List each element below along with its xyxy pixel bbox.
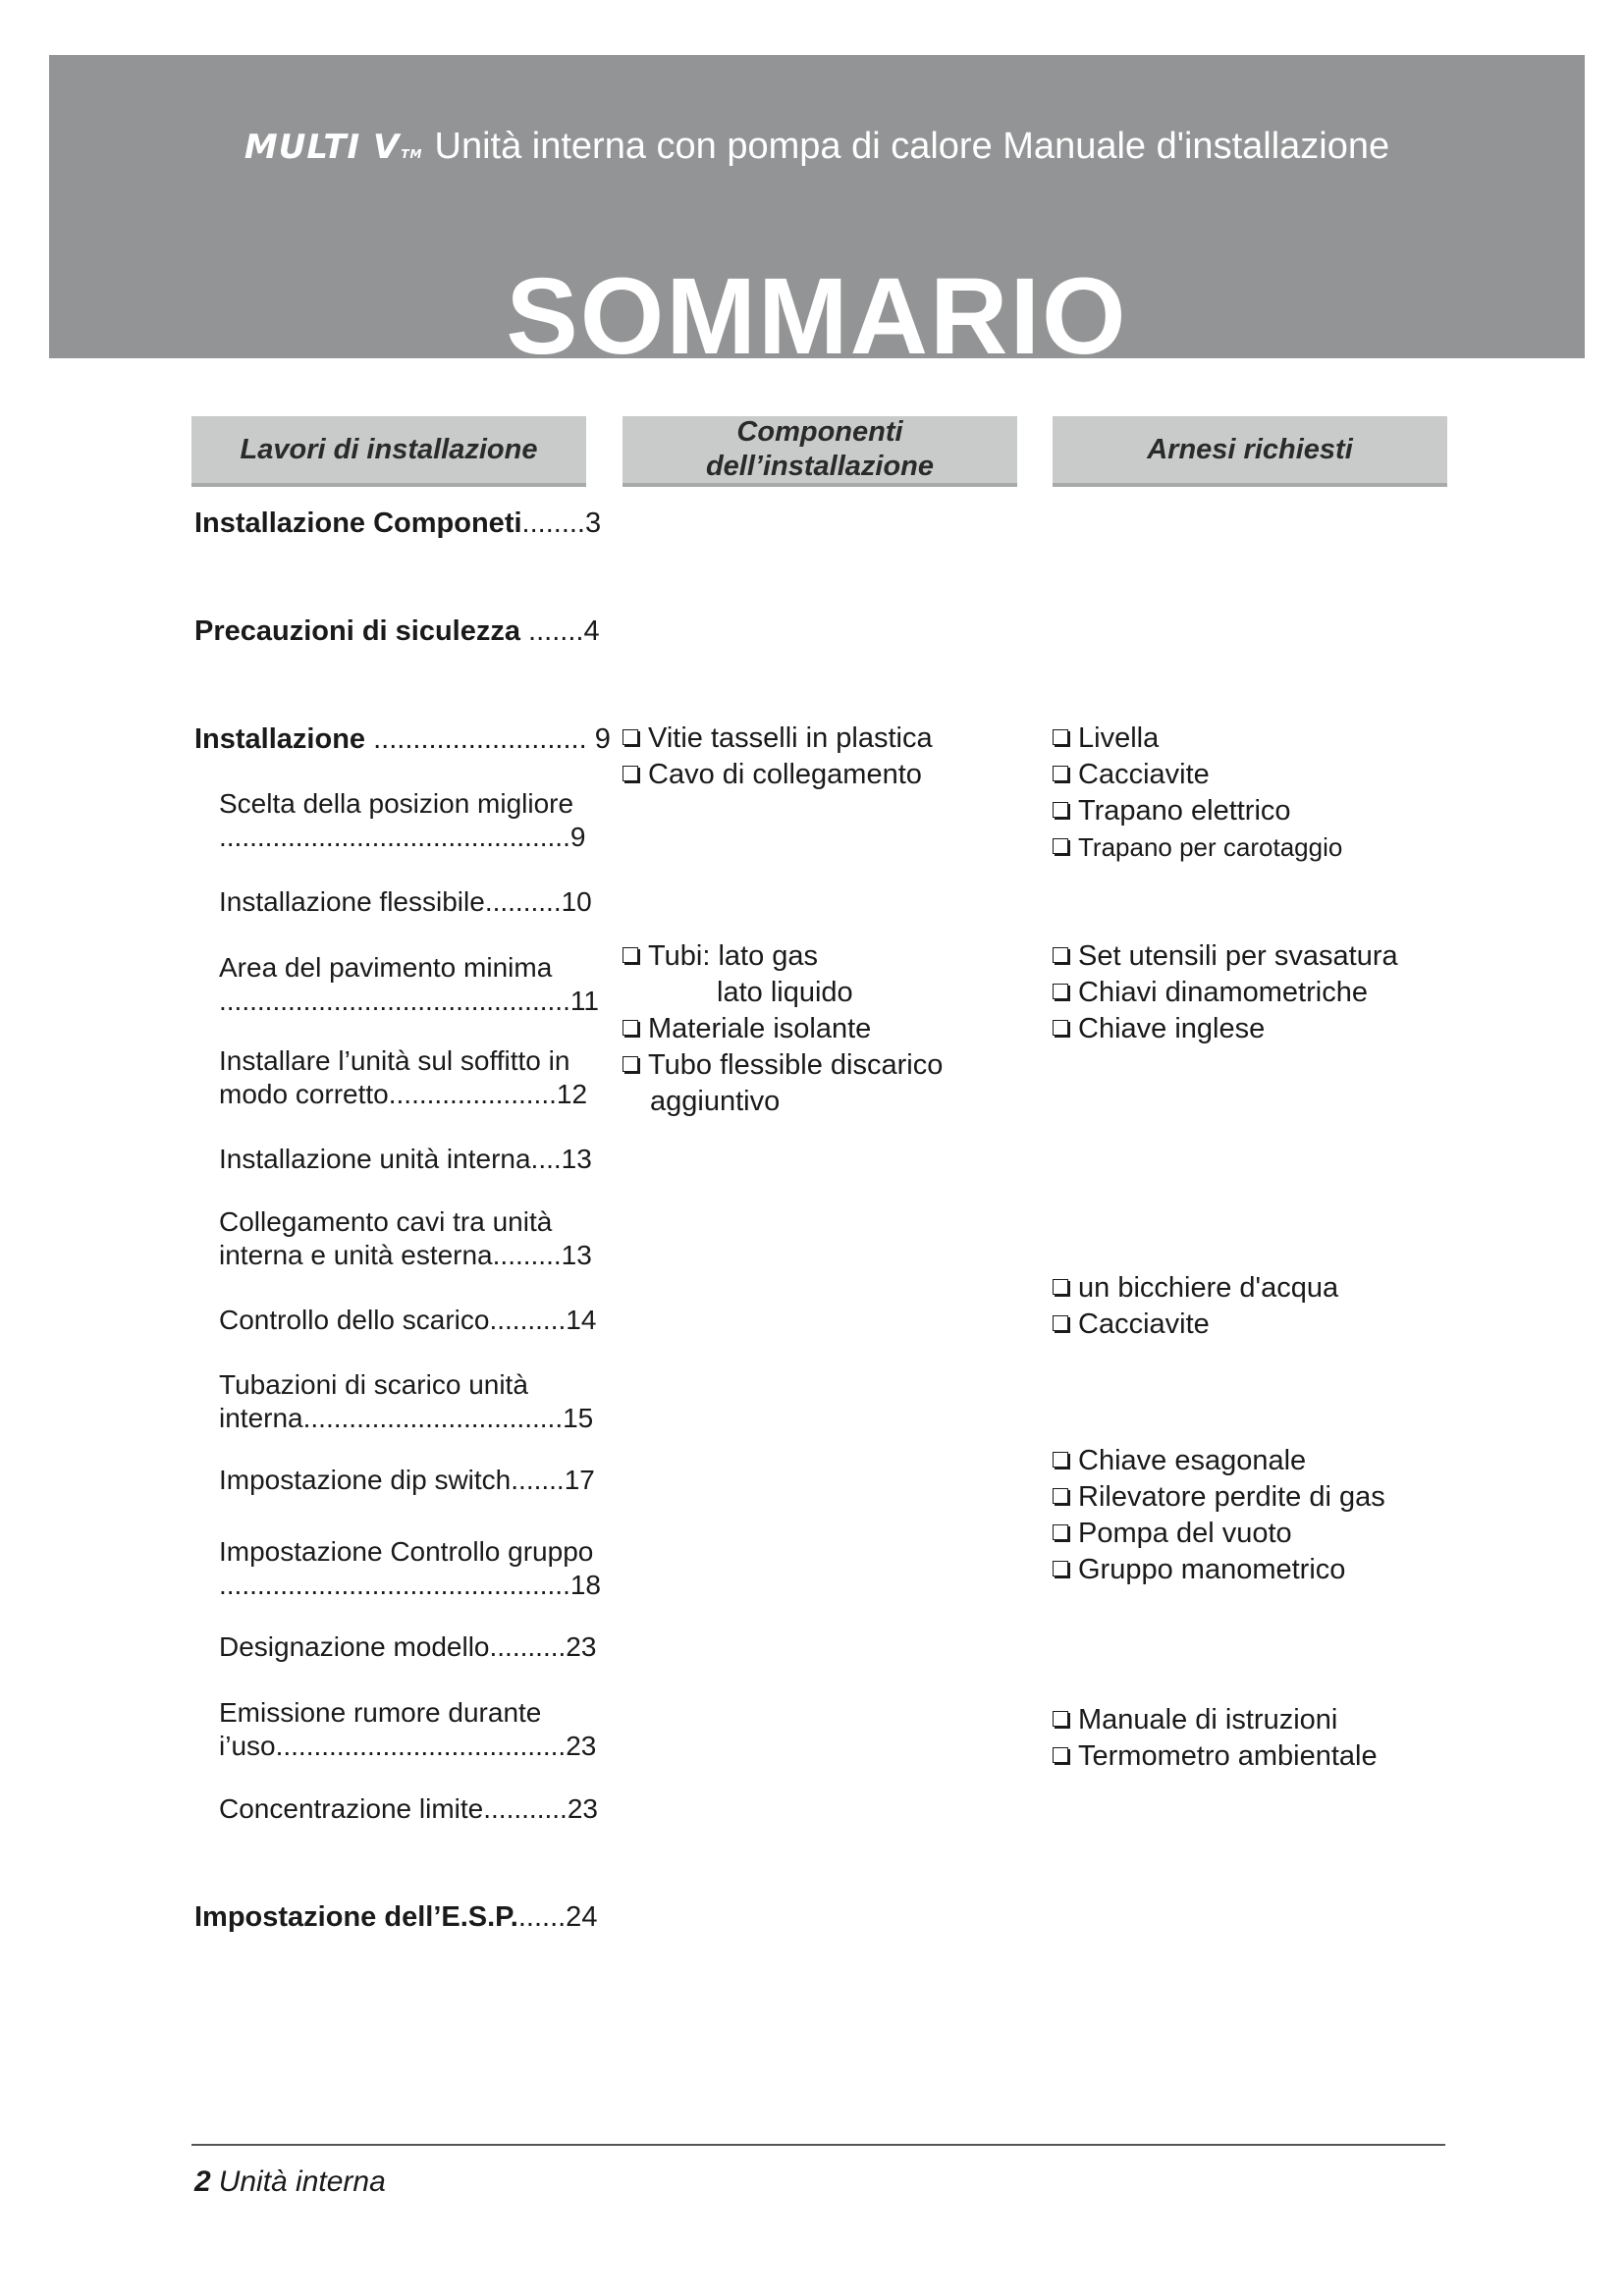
column-header-installation-work: Lavori di installazione [191, 416, 586, 487]
list-item: Cavo di collegamento [623, 757, 933, 793]
list-item: Pompa del vuoto [1053, 1516, 1385, 1552]
toc-entry-controllo-gruppo[interactable]: Impostazione Controllo gruppo ..............................................18 [219, 1536, 601, 1600]
checkbox-icon [1053, 766, 1068, 781]
toc-entry-designazione[interactable]: Designazione modello..........23 [219, 1631, 597, 1662]
page-footer [194, 2165, 386, 2199]
checkbox-icon [623, 1056, 638, 1072]
toc-entry-scarico[interactable]: Controllo dello scarico..........14 [219, 1305, 597, 1335]
toc-entry-tubazioni[interactable]: Tubazioni di scarico unità interna..................................15 [219, 1369, 594, 1433]
list-item: Rilevatore perdite di gas [1053, 1479, 1385, 1516]
list-item: Manuale di istruzioni [1053, 1702, 1378, 1738]
subtitle-text: Unità interna con pompa di calore Manuale d'installazione [434, 126, 1390, 167]
tools-group-2 [1053, 938, 1398, 1047]
toc-entry-installazione[interactable]: Installazione ........................... 9 [194, 723, 611, 755]
header-banner [49, 55, 1585, 377]
checkbox-icon [1053, 1020, 1068, 1036]
list-item: Cacciavite [1053, 1307, 1338, 1343]
list-item: Chiave inglese [1053, 1011, 1398, 1047]
list-item: Chiavi dinamometriche [1053, 975, 1398, 1011]
column-header-components: Componenti dell’installazione [623, 416, 1017, 487]
list-item: Termometro ambientale [1053, 1738, 1378, 1775]
list-item: Trapano elettrico [1053, 793, 1342, 829]
toc-entry-componeti[interactable]: Installazione Componeti........3 [194, 507, 602, 539]
checkbox-icon [1053, 838, 1068, 854]
checkbox-icon [1053, 1524, 1068, 1540]
toc-entry-precauzioni[interactable]: Precauzioni di siculezza .......4 [194, 615, 600, 647]
list-item: Trapano per carotaggio [1053, 829, 1342, 866]
checkbox-icon [1053, 1452, 1068, 1468]
tools-group-3 [1053, 1270, 1338, 1343]
list-item: Tubi: lato gas lato liquido [623, 938, 943, 1011]
checkbox-icon [623, 729, 638, 745]
toc-entry-flessibile[interactable]: Installazione flessibile..........10 [219, 886, 592, 917]
toc-entry-rumore[interactable]: Emissione rumore durante i’uso......................................23 [219, 1697, 597, 1761]
list-item: Gruppo manometrico [1053, 1552, 1385, 1588]
footer-text: Unità interna [218, 2165, 386, 2198]
manual-subtitle [49, 126, 1585, 168]
list-item: Chiave esagonale [1053, 1443, 1385, 1479]
components-group-1 [623, 721, 933, 793]
column-header-tools: Arnesi richiesti [1053, 416, 1447, 487]
toc-entry-scelta[interactable]: Scelta della posizion migliore ..............................................9 [219, 788, 586, 852]
toc-entry-unita-interna[interactable]: Installazione unità interna....13 [219, 1144, 592, 1174]
toc-entry-cavi[interactable]: Collegamento cavi tra unità interna e unità esterna.........13 [219, 1206, 592, 1270]
tools-group-1 [1053, 721, 1342, 866]
checkbox-icon [1053, 984, 1068, 999]
toc-entry-concentrazione[interactable]: Concentrazione limite...........23 [219, 1793, 598, 1824]
checkbox-icon [1053, 1279, 1068, 1295]
components-group-2 [623, 938, 943, 1120]
checkbox-icon [623, 1020, 638, 1036]
checkbox-icon [1053, 1315, 1068, 1331]
checkbox-icon [1053, 947, 1068, 963]
list-item: Set utensili per svasatura [1053, 938, 1398, 975]
checkbox-icon [1053, 1711, 1068, 1727]
list-item: Vitie tasselli in plastica [623, 721, 933, 757]
list-item: Livella [1053, 721, 1342, 757]
list-item: Cacciavite [1053, 757, 1342, 793]
page-title: SOMMARIO [506, 256, 1128, 377]
checkbox-icon [1053, 1488, 1068, 1504]
checkbox-icon [1053, 1561, 1068, 1576]
footer-rule [191, 2144, 1445, 2146]
tools-group-4 [1053, 1443, 1385, 1588]
list-item: Materiale isolante [623, 1011, 943, 1047]
checkbox-icon [623, 947, 638, 963]
list-item: un bicchiere d'acqua [1053, 1270, 1338, 1307]
checkbox-icon [1053, 1747, 1068, 1763]
checkbox-icon [1053, 802, 1068, 818]
tools-group-5 [1053, 1702, 1378, 1775]
toc-entry-esp[interactable]: Impostazione dell’E.S.P.......24 [194, 1901, 598, 1933]
toc-entry-area[interactable]: Area del pavimento minima ..............................................11 [219, 952, 599, 1016]
list-item: Tubo flessible discarico aggiuntivo [623, 1047, 943, 1120]
toc-entry-dip-switch[interactable]: Impostazione dip switch.......17 [219, 1465, 595, 1495]
brand-logo: MULTI VTM [244, 128, 423, 167]
checkbox-icon [623, 766, 638, 781]
page-number: 2 [194, 2165, 211, 2198]
toc-entry-soffitto[interactable]: Installare l’unità sul soffitto in modo corretto......................12 [219, 1045, 588, 1109]
checkbox-icon [1053, 729, 1068, 745]
